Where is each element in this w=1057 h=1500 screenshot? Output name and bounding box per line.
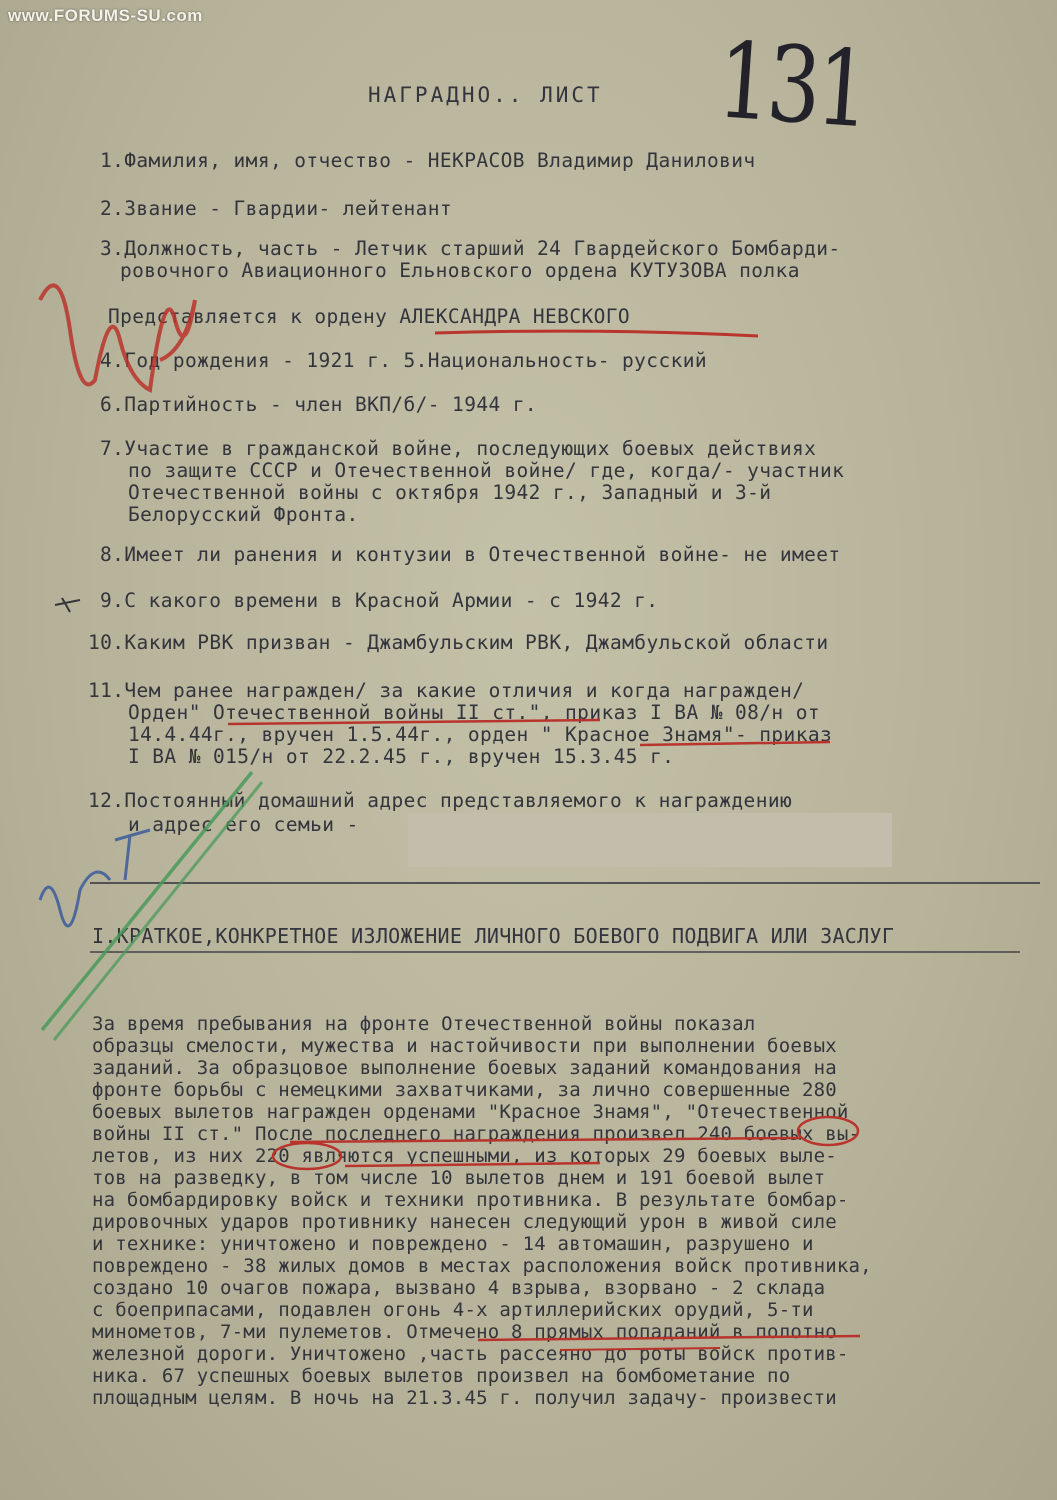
handwritten-number: 131 (713, 18, 871, 152)
red-underline-award1 (228, 720, 600, 724)
field-line: 12.Постоянный домашний адрес представляемого к награждению (88, 789, 793, 812)
field-line: 1.Фамилия, имя, отчество - НЕКРАСОВ Владимир Данилович (100, 149, 756, 172)
narrative-line: на бомбардировку войск и техники противника. В результате бомбар- (92, 1189, 849, 1211)
blue-scribble (40, 830, 150, 926)
field-line: Орден" Отечественной войны II ст.", приказ I ВА № 08/н от (128, 701, 820, 724)
red-underline-narr3 (478, 1336, 860, 1340)
field-line: 11.Чем ранее награжден/ за какие отличия и когда награжден/ (88, 679, 805, 702)
field-line: 3.Должность, часть - Летчик старший 24 Гвардейского Бомбарди- (100, 237, 841, 260)
narrative-line: фронте борьбы с немецкими захватчиками, за лично совершенные 280 (92, 1079, 837, 1101)
narrative-line: и технике: уничтожено и повреждено - 14 автомашин, разрушено и (92, 1233, 814, 1255)
red-circle-220 (273, 1143, 341, 1169)
narrative-line: ника. 67 успешных боевых вылетов произвел на бомбометание по (92, 1365, 791, 1387)
red-underline-narr4 (560, 1348, 720, 1350)
red-circle-240 (798, 1117, 858, 1145)
field-line: 14.4.44г., вручен 1.5.44г., орден " Красное Знамя"- приказ (128, 723, 833, 746)
field-line: и адрес его семьи - (128, 813, 359, 836)
field-line: ровочного Авиационного Ельновского ордена КУТУЗОВА полка (120, 259, 800, 282)
green-stroke-1 (42, 772, 252, 1030)
field-line: 2.Звание - Гвардии- лейтенант (100, 197, 453, 220)
watermark: www.FORUMS-SU.com (8, 6, 203, 25)
narrative-line: минометов, 7-ми пулеметов. Отмечено 8 прямых попаданий в полотно (92, 1321, 837, 1343)
narrative-line: За время пребывания на фронте Отечественной войны показал (92, 1013, 756, 1035)
field-line: 7.Участие в гражданской войне, последующих боевых действиях (100, 437, 817, 460)
narrative-line: площадным целям. В ночь на 21.3.45 г. получил задачу- произвести (92, 1387, 837, 1409)
red-underline-narr1 (290, 1138, 800, 1142)
field-line: 9.С какого времени в Красной Армии - с 1942 г. (100, 589, 659, 612)
section-heading: I.КРАТКОЕ,КОНКРЕТНОЕ ИЗЛОЖЕНИЕ ЛИЧНОГО БОЕВОГО ПОДВИГА ИЛИ ЗАСЛУГ (92, 924, 895, 948)
arrow-mark (55, 598, 80, 612)
field-line: 4.Год рождения - 1921 г. 5.Национальность- русский (100, 349, 707, 372)
narrative-line: железной дороги. Уничтожено ,часть рассеяно до роты войск против- (92, 1343, 849, 1365)
red-underline-award2 (640, 742, 830, 745)
narrative-line: с боеприпасами, подавлен огонь 4-х артиллерийских орудий, 5-ти (92, 1299, 814, 1321)
document-title: НАГРАДНО.. ЛИСТ (368, 83, 603, 107)
red-underline-narr2 (345, 1163, 600, 1166)
narrative-line: войны II ст." После последнего награждения произвел 240 боевых вы- (92, 1123, 861, 1145)
narrative-line: повреждено - 38 жилых домов в местах расположения войск противника, (92, 1255, 872, 1277)
narrative-line: боевых вылетов награжден орденами "Красное Знамя", "Отечественной (92, 1101, 849, 1123)
narrative-line: летов, из них 220 являются успешными, из которых 29 боевых выле- (92, 1145, 837, 1167)
narrative-line: создано 10 очагов пожара, вызвано 4 взрыва, взорвано - 2 склада (92, 1277, 826, 1299)
field-line: Белорусский Фронта. (128, 503, 359, 526)
green-stroke-2 (54, 782, 262, 1040)
field-line: Отечественной войны с октября 1942 г., Западный и 3-й (128, 481, 772, 504)
narrative-line: тов на разведку, в том числе 10 вылетов днем и 191 боевой вылет (92, 1167, 826, 1189)
field-line: 8.Имеет ли ранения и контузии в Отечественной войне- не имеет (100, 543, 841, 566)
field-line: 10.Каким РВК призван - Джамбульским РВК, Джамбульской области (88, 631, 829, 654)
field-line: I ВА № 015/н от 22.2.45 г., вручен 15.3.45 г. (128, 745, 675, 768)
field-line: 6.Партийность - член ВКП/б/- 1944 г. (100, 393, 538, 416)
red-scribble (40, 285, 195, 390)
field-line: Представляется к ордену АЛЕКСАНДРА НЕВСКОГО (108, 305, 631, 328)
narrative-line: образцы смелости, мужества и настойчивости при выполнении боевых (92, 1035, 837, 1057)
narrative-line: заданий. За образцовое выполнение боевых заданий командования на (92, 1057, 837, 1079)
narrative-line: дировочных ударов противнику нанесен следующий урон в живой силе (92, 1211, 837, 1233)
field-line: по защите СССР и Отечественной войне/ где, когда/- участник (128, 459, 845, 482)
red-underline-order (435, 331, 758, 336)
